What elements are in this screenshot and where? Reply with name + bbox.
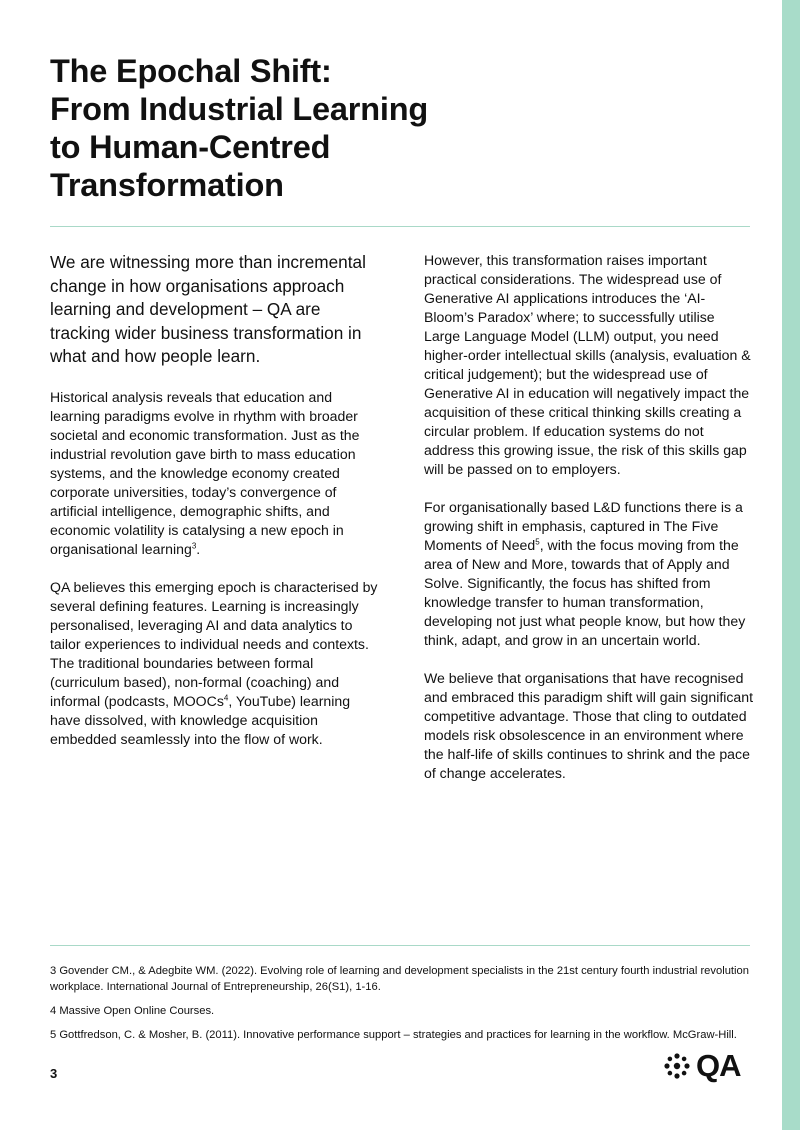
page-title (50, 52, 670, 204)
footnote-divider (50, 945, 750, 946)
paragraph-text: . (196, 540, 201, 557)
body-paragraph: However, this transformation raises important practical considerations. The widespread use of Generative AI applications introduces the ‘AI-Bloom’s Paradox’ where; to successfully utilise Large Language Model (LLM) output, you need higher-order intellectual skills (analysis, evaluation & critical judgement); but the widespread use of Generative AI in education will negatively impact the acquisition of these critical thinking skills creating a circular problem. If education systems do not address this growing issue, the risk of this skills gap will be passed on to employers. (424, 252, 751, 477)
logo-text: QA (696, 1048, 741, 1083)
paragraph-text: Historical analysis reveals that education and learning paradigms evolve in rhythm with broader societal and economic transformation. Just as the industrial revolution gave birth to mass education systems, and the knowledge economy created corporate universities, today’s convergence of artificial intelligence, demographic shifts, and economic volatility is catalysing a new epoch in organisational learning (50, 388, 360, 557)
qa-logo (662, 1050, 752, 1082)
paragraph-text: , YouTube) learning have dissolved, with knowledge acquisition embedded seamlessly into the flow of work. (50, 692, 351, 747)
footnote-ref[interactable]: 5 (535, 537, 540, 547)
side-accent-band (782, 0, 800, 1130)
body-paragraph (424, 498, 754, 650)
body-paragraph: We believe that organisations that have recognised and embraced this paradigm shift will gain significant competitive advantage. Those that cling to outdated models risk obsolescence in an environment where the half-life of skills continues to shrink and the pace of change accelerates. (424, 670, 754, 781)
footnote: 5 Gottfredson, C. & Mosher, B. (2011). Innovative performance support – strategies and practices for learning in the workflow. McGraw-Hill. (50, 1029, 737, 1041)
title-divider (50, 226, 750, 227)
lead-paragraph: We are witnessing more than incremental change in how organisations approach learning and development – QA are tracking wider business transformation in what and how people learn. (50, 252, 366, 366)
paragraph-text: For organisationally based L&D functions there is a growing shift in emphasis, captured in The Five Moments of Need (424, 499, 743, 553)
paragraph-text: , with the focus moving from the area of New and More, towards that of Apply and Solve. Significantly, the focus has shifted from knowledge transfer to human transformation, developing not just what people know, but how they think, adapt, and grow in an uncertain world. (424, 537, 746, 648)
footnote-ref[interactable]: 4 (223, 692, 229, 702)
paragraph-text: QA believes this emerging epoch is characterised by several defining features. Learning is increasingly personalised, leveraging AI and data analytics to tailor experiences to individual needs and contexts. The traditional boundaries between formal (curriculum based), non-formal (coaching) and informal (podcasts, MOOCs (50, 578, 378, 709)
qa-logo-dots-icon (662, 1051, 692, 1081)
footnote: 4 Massive Open Online Courses. (50, 1005, 215, 1017)
page-number: 3 (50, 1066, 58, 1081)
footnote-ref[interactable]: 3 (191, 540, 197, 550)
title-line: From Industrial Learning (50, 91, 429, 127)
title-line: The Epochal Shift: (50, 53, 332, 89)
title-line: Transformation (50, 167, 284, 203)
right-column (424, 251, 754, 802)
body-paragraph (50, 388, 380, 559)
footnote: 3 Govender CM., & Adegbite WM. (2022). Evolving role of learning and development specialists in the 21st century fourth industrial revolution workplace. International Journal of Entrepreneurship, 26(S1), 1-16. (50, 965, 749, 993)
body-paragraph (50, 578, 380, 749)
left-column (50, 251, 380, 768)
title-line: to Human-Centred (50, 129, 331, 165)
footnotes (50, 963, 750, 1051)
